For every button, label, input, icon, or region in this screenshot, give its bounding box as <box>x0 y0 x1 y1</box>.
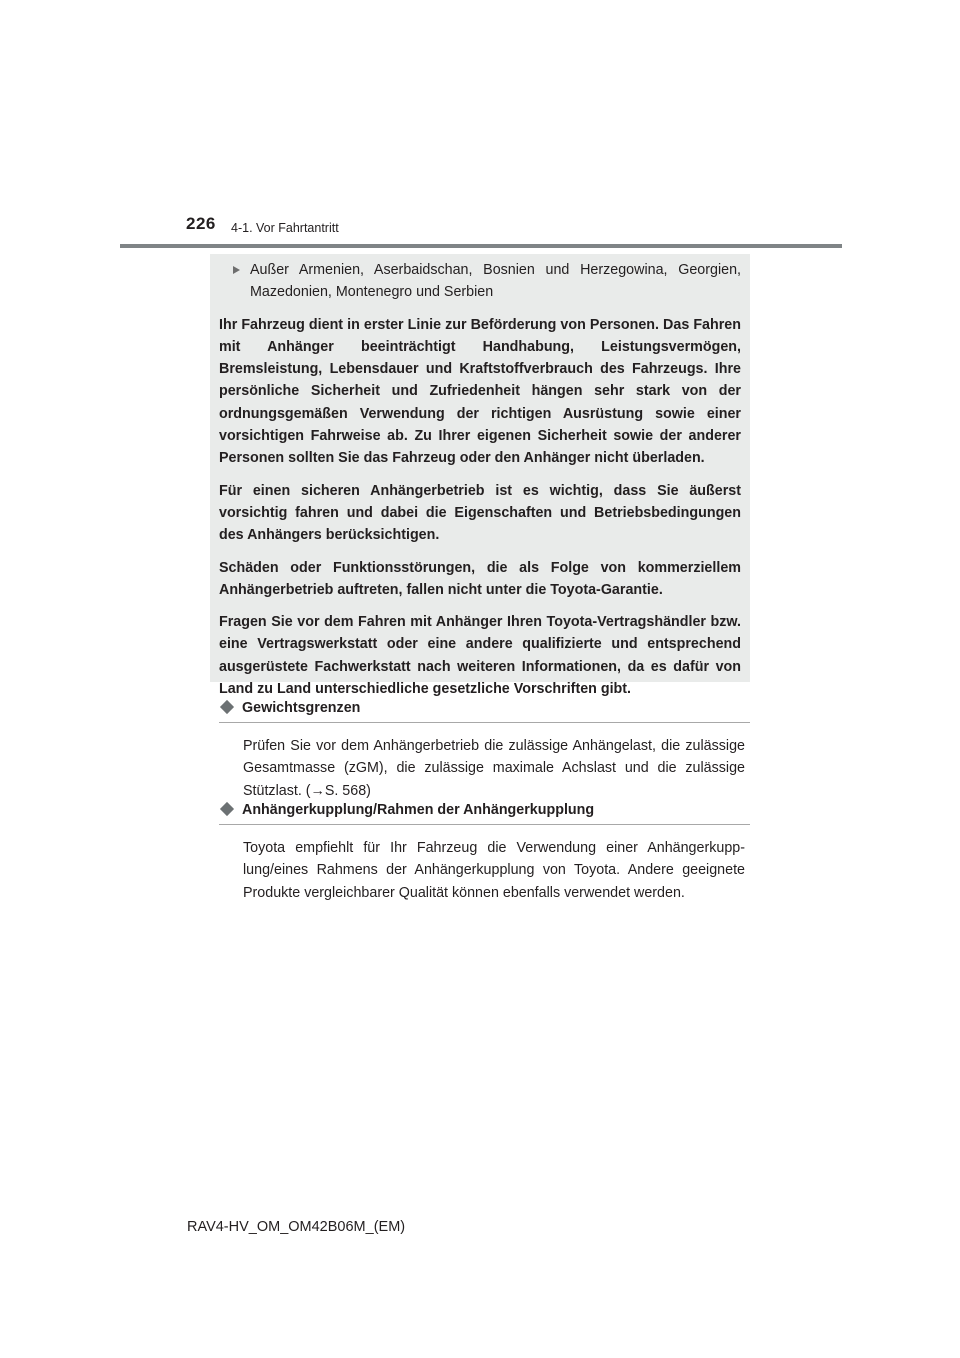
section-heading-text: Gewichtsgrenzen <box>242 700 361 716</box>
diamond-icon <box>220 700 234 714</box>
notice-bullet <box>219 259 741 304</box>
notice-paragraph: Fragen Sie vor dem Fahren mit Anhänger Ihren Toyota-Vertragshändler bzw. eine Vertragswerkstatt oder eine andere qualifizierte und entsprechend ausgerüstete Fachwerkstatt nach weiteren Informationen, da es dafür von Land zu Land unterschiedliche gesetzliche Vorschriften gibt. <box>219 614 741 698</box>
section-heading-weight-limits <box>219 700 750 723</box>
header-rule <box>120 244 842 248</box>
section-body-weight-limits: Prüfen Sie vor dem Anhängerbetrieb die zulässige Anhängelast, die zulässige Gesamtmasse (zGM), die zulässige maximale Achslast und die zulässige Stützlast. (→S. 568) <box>243 738 745 799</box>
diamond-icon <box>220 802 234 816</box>
triangle-bullet-icon <box>233 266 240 274</box>
footer-code: RAV4-HV_OM_OM42B06M_(EM) <box>187 1219 406 1235</box>
section-heading-hitch <box>219 802 750 825</box>
notice-bullet-text: Außer Armenien, Aserbaidschan, Bosnien und Herzegowina, Georgien, Mazedonien, Montenegro und Serbien <box>250 262 741 301</box>
section-heading-text: Anhängerkupplung/Rahmen der Anhängerkupplung <box>242 802 595 818</box>
notice-paragraph: Für einen sicheren Anhängerbetrieb ist es wichtig, dass Sie äußerst vorsichtig fahren und dabei die Eigenschaften und Betriebsbedingungen des Anhängers berücksichtigen. <box>219 482 741 544</box>
notice-box-content <box>219 259 741 700</box>
page-number: 226 <box>186 214 216 233</box>
section-body-hitch: Toyota empfiehlt für Ihr Fahrzeug die Verwendung einer Anhängerkupplung/eines Rahmens der Anhängerkupplung von Toyota. Andere geeignete Produkte vergleichbarer Qualität können ebenfalls verwendet werden. <box>243 840 745 901</box>
notice-paragraph: Ihr Fahrzeug dient in erster Linie zur Beförderung von Personen. Das Fahren mit Anhänger beeinträchtigt Handhabung, Leistungsvermögen, Bremsleistung, Lebensdauer und Kraftstoffverbrauch des Fahrzeugs. Ihre persönliche Sicherheit und Zufriedenheit hängen sehr stark von der ordnungsgemäßen Verwendung der richtigen Ausrüstung sowie einer vorsichtigen Fahrweise ab. Zu Ihrer eigenen Sicherheit sowie der anderer Personen sollten Sie das Fahrzeug oder den Anhänger nicht überladen. <box>219 316 741 467</box>
section-title: 4-1. Vor Fahrtantritt <box>231 221 339 235</box>
notice-paragraph: Schäden oder Funktionsstörungen, die als Folge von kommerziellem Anhängerbetrieb auftreten, fallen nicht unter die Toyota-Garantie. <box>219 559 741 598</box>
